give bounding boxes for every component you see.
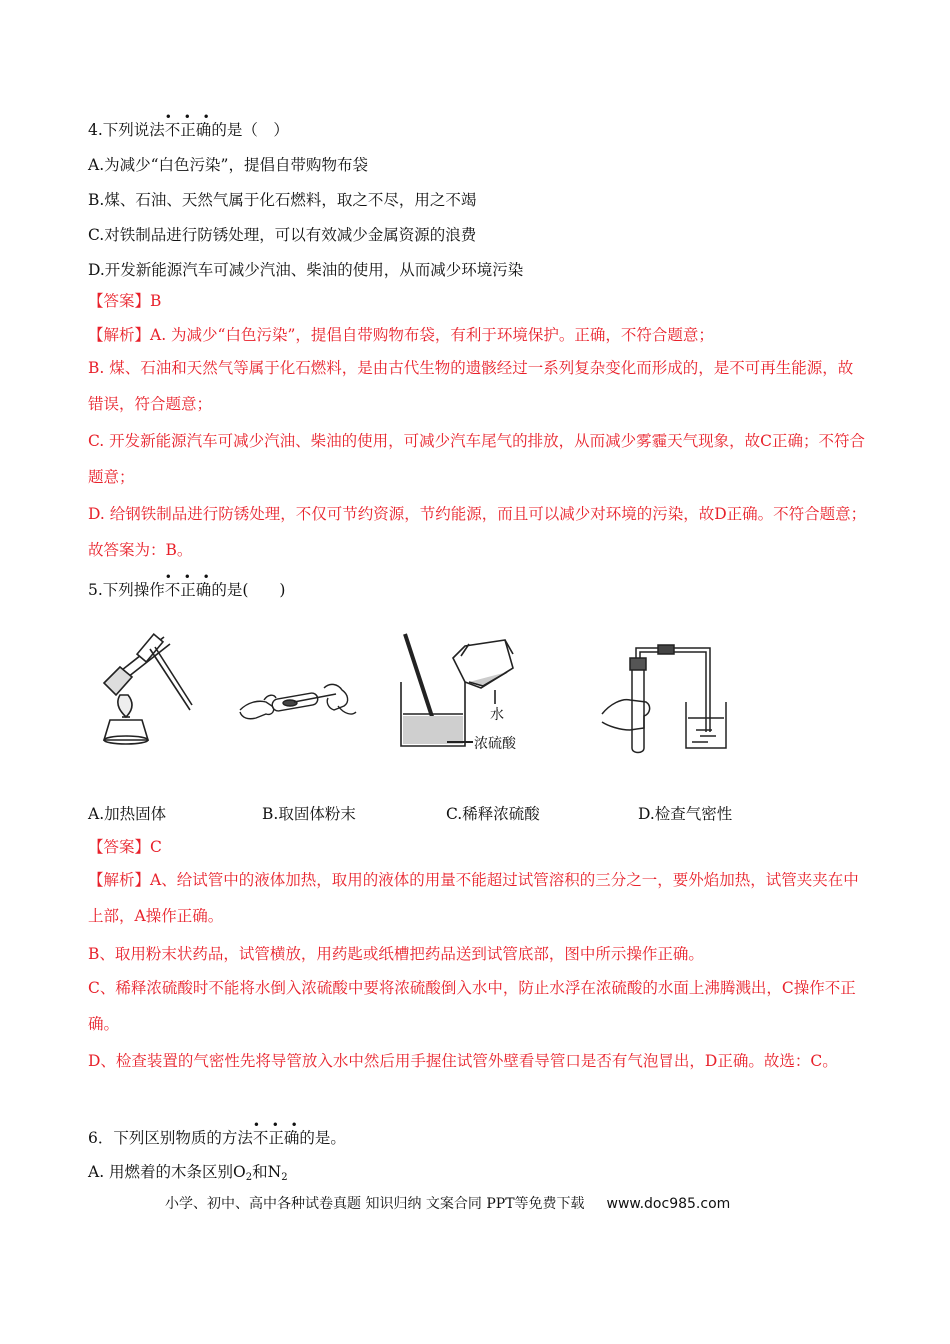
caption-b: B.取固体粉末 xyxy=(262,805,356,823)
q4-analysis-c: C. 开发新能源汽车可减少汽油、柴油的使用，可减少汽车尾气的排放，从而减少雾霾天气现象，故C正确；不符合题意； xyxy=(88,432,866,486)
figure-solid-powder xyxy=(238,672,358,727)
q5-analysis-b: B、取用粉末状药品，试管横放，用药匙或纸槽把药品送到试管底部，图中所示操作正确。 xyxy=(88,945,704,963)
q4-option-b: B.煤、石油、天然气属于化石燃料，取之不尽，用之不竭 xyxy=(88,191,477,209)
q5-analysis-a: 【解析】A、给试管中的液体加热，取用的液体的用量不能超过试管溶积的三分之一，要外焰加热，试管夹夹在中上部，A操作正确。 xyxy=(88,871,859,925)
q4-stem-post: 的是（ ） xyxy=(211,121,289,139)
q6-stem-emphasis xyxy=(252,1118,302,1147)
q6-stem-emph-text: 不正确 xyxy=(252,1129,300,1147)
q4-stem-emphasis xyxy=(164,110,214,139)
q6-stem xyxy=(88,1118,346,1148)
footer-url[interactable]: www.doc985.com xyxy=(606,1196,731,1212)
q4-answer: 【答案】B xyxy=(88,292,162,310)
q4-stem-emph-text: 不正确 xyxy=(164,121,212,139)
figure-dilute-acid xyxy=(395,632,545,757)
figure-airtightness xyxy=(600,640,740,755)
q5-answer: 【答案】C xyxy=(88,838,162,856)
figure-label-water: 水 xyxy=(490,707,504,723)
q4-option-a: A.为减少“白色污染”，提倡自带购物布袋 xyxy=(88,156,368,174)
q5-stem xyxy=(88,570,286,600)
q4-analysis-d: D. 给钢铁制品进行防锈处理，不仅可节约资源，节约能源，而且可以减少对环境的污染，故D正确。不符合题意；故答案为：B。 xyxy=(88,505,867,559)
q4-option-d: D.开发新能源汽车可减少汽油、柴油的使用，从而减少环境污染 xyxy=(88,261,524,279)
q4-stem xyxy=(88,110,289,140)
q4-analysis-b: B. 煤、石油和天然气等属于化石燃料，是由古代生物的遗骸经过一系列复杂变化而形成的，是不可再生能源，故错误，符合题意； xyxy=(88,359,854,413)
q5-stem-emph-text: 不正确 xyxy=(164,581,212,599)
caption-d: D.检查气密性 xyxy=(638,805,733,823)
emphasis-dots: • • • xyxy=(252,1118,302,1132)
page-footer xyxy=(165,1193,730,1213)
emphasis-dots: • • • xyxy=(164,570,214,584)
caption-c: C.稀释浓硫酸 xyxy=(446,805,540,823)
q6-stem-post: 的是。 xyxy=(299,1129,346,1147)
q6-option-a-pre: A. 用燃着的木条区别O xyxy=(88,1163,246,1181)
q6-stem-pre: 6．下列区别物质的方法 xyxy=(88,1129,253,1147)
q4-option-c: C.对铁制品进行防锈处理，可以有效减少金属资源的浪费 xyxy=(88,226,477,244)
q5-stem-emphasis xyxy=(164,570,214,599)
q5-analysis-d: D、检查装置的气密性先将导管放入水中然后用手握住试管外壁看导管口是否有气泡冒出，D正确。故选：C。 xyxy=(88,1052,838,1070)
q4-analysis-a: 【解析】A. 为减少“白色污染”，提倡自带购物布袋，有利于环境保护。正确，不符合题意； xyxy=(88,326,714,344)
q4-stem-pre: 4.下列说法 xyxy=(88,121,165,139)
emphasis-dots: • • • xyxy=(164,110,214,124)
figure-heating-solid xyxy=(92,625,197,750)
subscript: 2 xyxy=(281,1172,288,1183)
q5-stem-pre: 5.下列操作 xyxy=(88,581,165,599)
q6-option-a xyxy=(88,1162,288,1188)
footer-text: 小学、初中、高中各种试卷真题 知识归纳 文案合同 PPT等免费下载 xyxy=(165,1196,585,1212)
caption-a: A.加热固体 xyxy=(88,805,167,823)
subscript: 2 xyxy=(245,1172,253,1183)
figure-label-acid: 浓硫酸 xyxy=(474,736,516,752)
q5-analysis-c: C、稀释浓硫酸时不能将水倒入浓硫酸中要将浓硫酸倒入水中，防止水浮在浓硫酸的水面上沸腾溅出，C操作不正确。 xyxy=(88,979,856,1033)
q5-stem-post: 的是( ) xyxy=(211,581,286,599)
q6-option-a-mid: 和N xyxy=(252,1163,282,1181)
